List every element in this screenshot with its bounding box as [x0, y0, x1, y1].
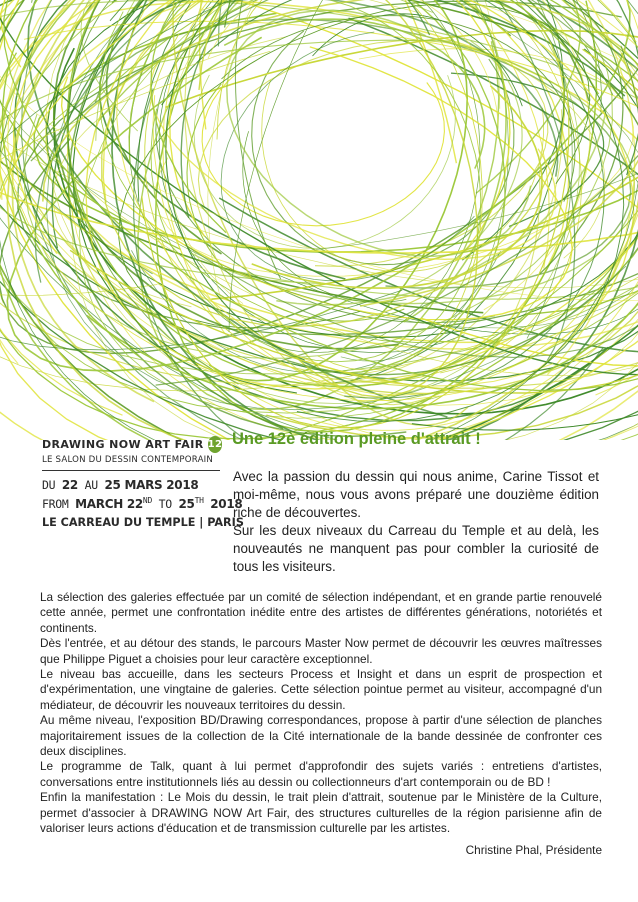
logo-subtitle: LE SALON DU DESSIN CONTEMPORAIN: [42, 455, 220, 471]
dates-french: DU 22 AU 25 MARS 2018: [42, 478, 199, 492]
body-paragraph: Dès l'entrée, et au détour des stands, le parcours Master Now permet de découvrir les œuvres maîtresses que Philippe Piguet a choisies pour leur caractère exceptionnel.: [40, 636, 602, 666]
scribble-stroke: [249, 0, 581, 373]
logo-title-text: DRAWING NOW ART FAIR: [42, 438, 204, 451]
drawing-artwork: [0, 0, 638, 440]
scribble-stroke: [170, 0, 510, 261]
body-paragraph: Au même niveau, l'exposition BD/Drawing correspondances, propose à partir d'une sélection de planches majoritairement issues de la collection de la Cité internationale de la bande dessinée de confronter ces deux disciplines.: [40, 713, 602, 759]
body-paragraph: Enfin la manifestation : Le Mois du dessin, le trait plein d'attrait, soutenue par le Ministère de la Culture, permet d'associer à DRAWING NOW Art Fair, des structures culturelles de la région parisienne afin de valoriser leurs actions d'éducation et de transmission culturelle par les artistes.: [40, 790, 602, 836]
scribble-stroke: [187, 84, 404, 321]
scribble-stroke: [276, 109, 606, 305]
logo-dates: [42, 477, 243, 512]
body-paragraph: Le niveau bas accueille, dans les secteurs Process et Insight et dans un esprit de prospection et d'expérimentation, une vingtaine de galeries. Cette sélection pointue permet au visiteur, accompagné d'un médiateur, de découvrir les nouveaux territoires du dessin.: [40, 667, 602, 712]
signature: Christine Phal, Présidente: [465, 843, 602, 857]
intro-paragraph: Avec la passion du dessin qui nous anime, Carine Tissot et moi-même, nous vous avons préparé une douzième édition riche de découvertes.: [233, 469, 599, 520]
fair-logo: [42, 436, 244, 529]
scribble-stroke: [145, 34, 477, 383]
scribble-stroke: [194, 75, 455, 249]
scribble-stroke: [222, 16, 576, 202]
scribble-stroke: [166, 0, 305, 360]
logo-title: [42, 436, 223, 453]
body-paragraph: La sélection des galeries effectuée par un comité de sélection indépendant, et en grande partie renouvelé cette année, permet une confrontation inédite entre des artistes de différentes générations, notoriétés et continents.: [40, 590, 602, 635]
scribble-stroke: [198, 41, 547, 267]
headline: Une 12è édition pleine d'attrait !: [232, 430, 481, 448]
edition-badge: 12: [208, 436, 223, 453]
scribble-stroke: [262, 80, 544, 272]
dates-english: FROM MARCH 22ND TO 25TH 2018: [42, 496, 243, 511]
intro-paragraph: Sur les deux niveaux du Carreau du Temple et au delà, les nouveautés ne manquent pas pour combler la curiosité de tous les visiteurs.: [233, 523, 599, 574]
body-paragraph: Le programme de Talk, quant à lui permet d'approfondir des sujets variés : entretiens d'artistes, conversations entre institutionnels liés au dessin ou collectionneurs d'art contemporain ou de BD !: [40, 759, 602, 789]
logo-venue: LE CARREAU DU TEMPLE | PARIS: [42, 515, 244, 529]
scribble-stroke: [252, 31, 514, 265]
scribble-stroke: [202, 66, 444, 226]
intro-text: [233, 468, 599, 576]
body-text: [40, 590, 602, 837]
